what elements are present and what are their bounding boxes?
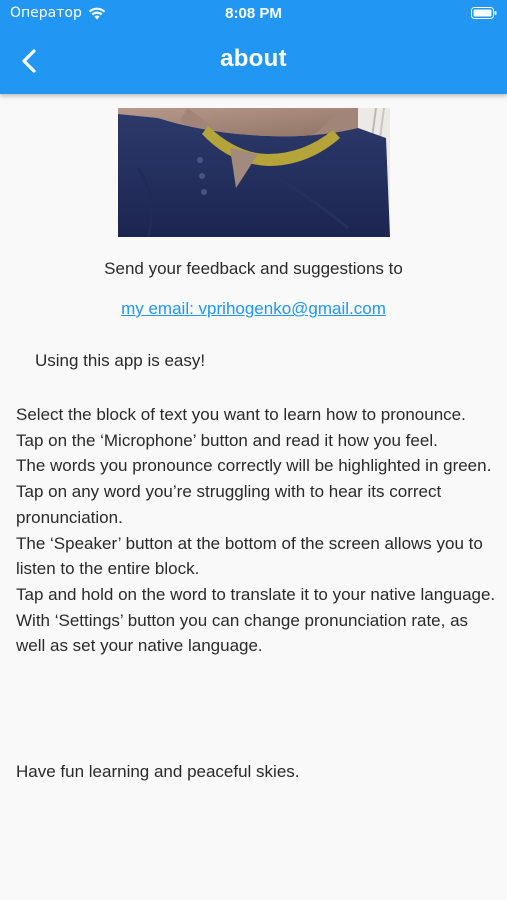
feedback-text: Send your feedback and suggestions to (104, 259, 403, 278)
carrier-label: Оператор (10, 5, 82, 21)
battery-icon (471, 7, 497, 19)
app-bar (0, 0, 507, 94)
instruction-line: The words you pronounce correctly will be highlighted in green. (16, 456, 492, 476)
instruction-line: Tap on the ‘Microphone’ button and read it how you feel. (16, 430, 438, 450)
closing-text: Have fun learning and peaceful skies. (16, 762, 300, 781)
instruction-line: Tap on any word you’re struggling with to hear its correct pronunciation. (16, 482, 442, 527)
instructions-block (16, 402, 496, 659)
email-link[interactable]: my email: vprihogenko@gmail.com (121, 299, 386, 318)
intro-text: Using this app is easy! (35, 351, 206, 370)
instruction-line: The ‘Speaker’ button at the bottom of the screen allows you to listen to the entire block. (16, 533, 483, 579)
instruction-line: Select the block of text you want to learn how to pronounce. (16, 405, 466, 424)
clock: 8:08 PM (225, 5, 282, 22)
instruction-line: Tap and hold on the word to translate it to your native language. (16, 584, 496, 604)
page-title: about (220, 45, 287, 72)
status-bar (0, 0, 507, 28)
instruction-line: With ‘Settings’ button you can change pronunciation rate, as well as set your native language. (16, 610, 469, 656)
author-photo (118, 108, 390, 237)
